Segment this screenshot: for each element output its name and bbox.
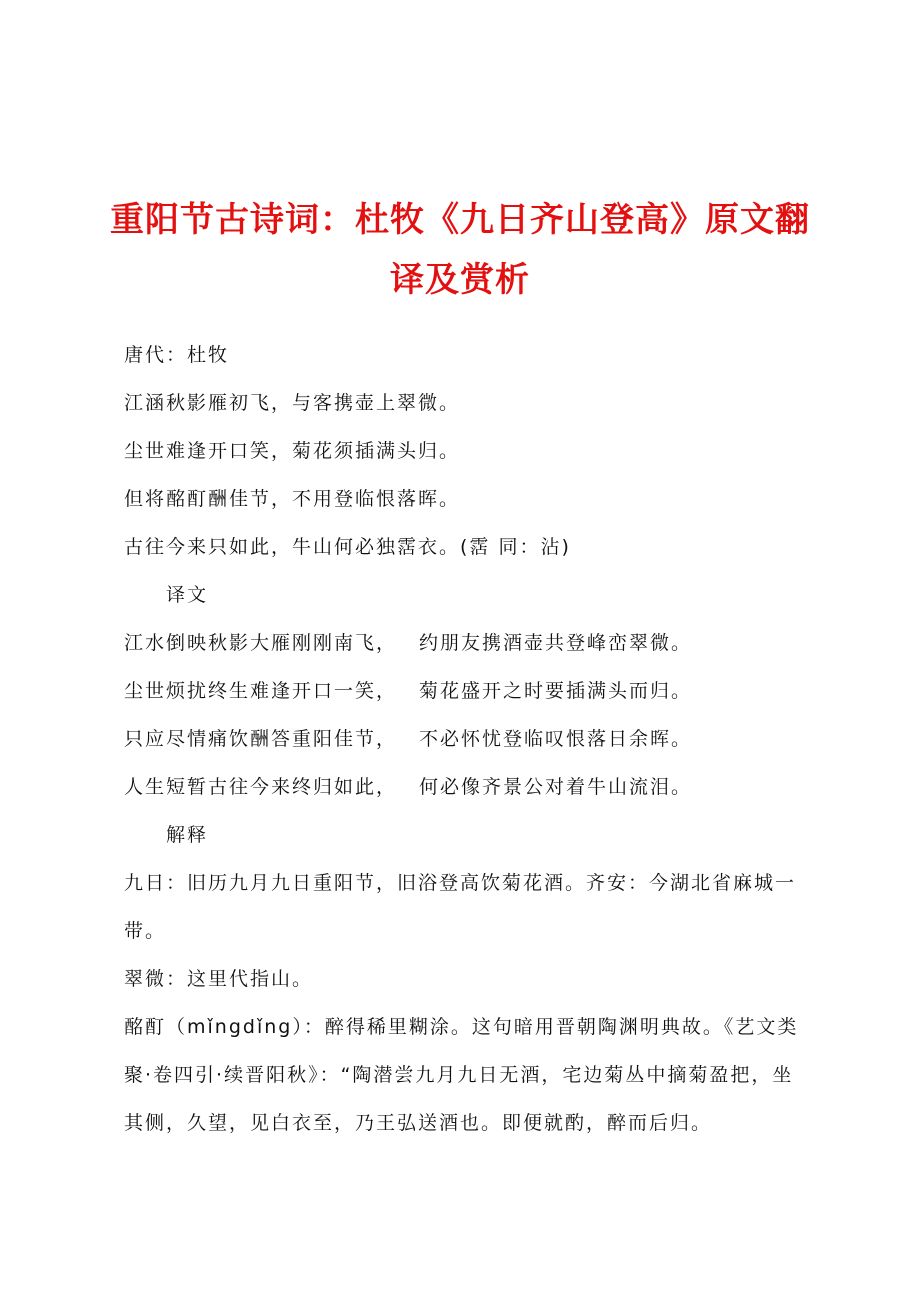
note-paragraph: 酩酊（mǐngdǐng）：醉得稀里糊涂。这句暗用晋朝陶渊明典故。《艺文类聚·卷四引·续晋阳秋》：“陶潜尝九月九日无酒，宅边菊丛中摘菊盈把，坐其侧，久望，见白衣至，乃王弘送酒也。即便就酌，醉而后归。 [124, 1016, 799, 1134]
notes-text [124, 859, 814, 1147]
poem-line: 江涵秋影雁初飞，与客携壶上翠微。 [124, 392, 461, 414]
translation-first-half: 只应尽情痛饮酬答重阳佳节， [124, 728, 398, 750]
poem-line: 但将酩酊酬佳节，不用登临恨落晖。 [124, 488, 461, 510]
poem-text [124, 379, 814, 571]
translation-second-half: 菊花盛开之时要插满头而归。 [419, 680, 693, 702]
note-paragraph: 九日：旧历九月九日重阳节，旧浴登高饮菊花酒。齐安：今湖北省麻城一带。 [124, 872, 797, 942]
translation-second-half: 不必怀忧登临叹恨落日余晖。 [419, 728, 693, 750]
document-title: 重阳节古诗词：杜牧《九日齐山登高》原文翻译及赏析 [110, 200, 810, 300]
translation-line [124, 715, 814, 763]
translation-second-half: 何必像齐景公对着牛山流泪。 [419, 776, 693, 798]
document-body [124, 331, 814, 1147]
poem-line: 古往今来只如此，牛山何必独霑衣。(霑 同：沾) [124, 536, 571, 558]
translation-line [124, 763, 814, 811]
poem-line: 尘世难逢开口笑，菊花须插满头归。 [124, 440, 461, 462]
translation-heading: 译文 [166, 584, 209, 606]
author-line: 唐代：杜牧 [124, 344, 230, 366]
translation-line [124, 619, 814, 667]
translation-text [124, 619, 814, 811]
translation-first-half: 人生短暂古往今来终归如此， [124, 776, 398, 798]
translation-line [124, 667, 814, 715]
translation-second-half: 约朋友携酒壶共登峰峦翠微。 [419, 632, 693, 654]
translation-first-half: 江水倒映秋影大雁刚刚南飞， [124, 632, 398, 654]
translation-first-half: 尘世烦扰终生难逢开口一笑， [124, 680, 398, 702]
note-paragraph: 翠微：这里代指山。 [124, 968, 314, 990]
notes-heading: 解释 [166, 824, 209, 846]
